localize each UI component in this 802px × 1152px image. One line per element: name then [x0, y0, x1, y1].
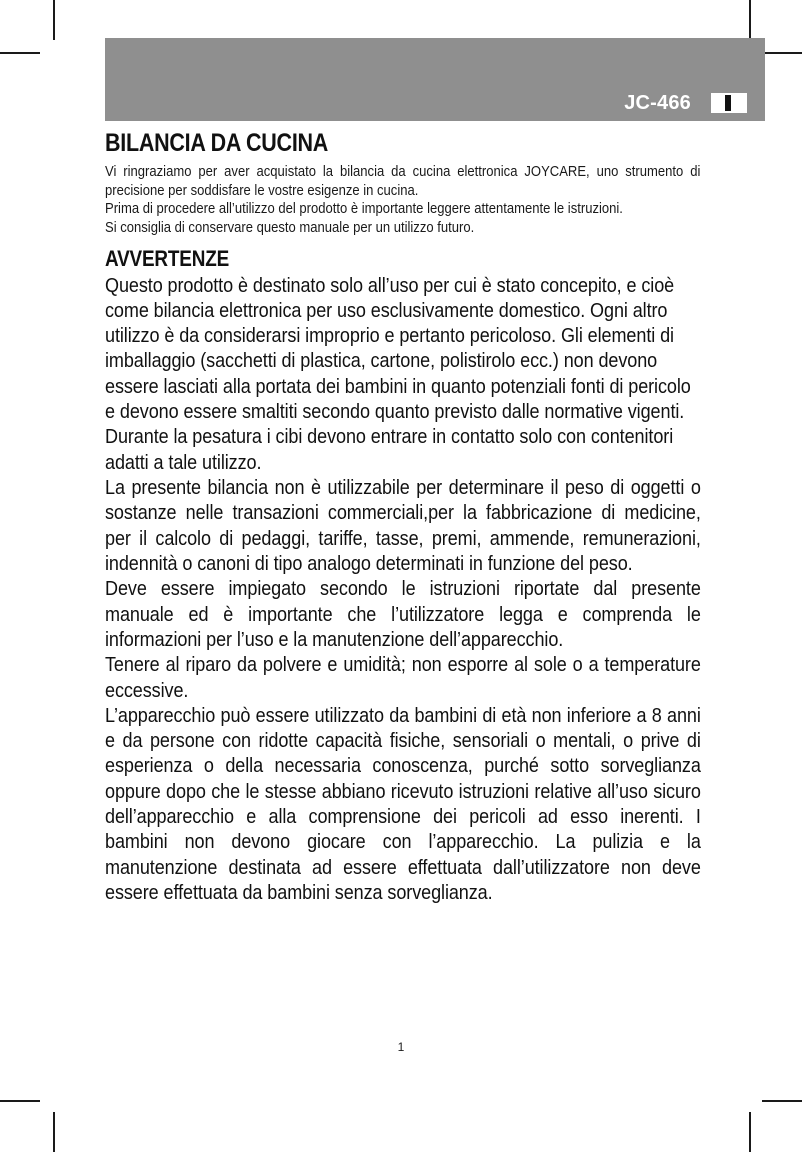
section-title-avvertenze: AVVERTENZE [105, 246, 230, 272]
crop-mark-top-left-vertical [53, 0, 55, 40]
intro-paragraph-3: Si consiglia di conservare questo manuale per un utilizzo futuro. [105, 219, 475, 236]
warning-paragraph-4: Tenere al riparo da polvere e umidità; non esporre al sole o a temperature eccessive. [105, 653, 701, 702]
page-number: 1 [397, 1040, 405, 1054]
page-content [105, 130, 701, 905]
crop-mark-top-left-horizontal [0, 52, 40, 54]
crop-mark-bottom-left-horizontal [0, 1100, 40, 1102]
page-title: BILANCIA DA CUCINA [105, 129, 329, 157]
italian-flag-icon [711, 93, 747, 113]
warning-paragraph-1: Questo prodotto è destinato solo all’uso per cui è stato concepito, e cioè come bilancia elettronica per uso esclusivamente domestico. Ogni altro utilizzo è da considerarsi improprio e pertanto pericoloso. Gli elementi di imballaggio (sacchetti di plastica, cartone, polistirolo ecc.) non devono essere lasciati alla portata dei bambini in quanto potenziali fonti di pericolo e devono essere smaltiti secondo quanto previsto dalle normative vigenti. Durante la pesatura i cibi devono entrare in contatto solo con contenitori adatti a tale utilizzo. [105, 273, 691, 474]
model-code: JC-466 [624, 92, 691, 114]
crop-mark-bottom-right-vertical [749, 1112, 751, 1152]
intro-block [105, 163, 701, 237]
warnings-block [105, 273, 701, 906]
flag-stripe [725, 95, 731, 111]
intro-paragraph-1: Vi ringraziamo per aver acquistato la bilancia da cucina elettronica JOYCARE, uno strumento di precisione per soddisfare le vostre esigenze in cucina. [105, 164, 701, 199]
warning-paragraph-2: La presente bilancia non è utilizzabile per determinare il peso di oggetti o sostanze nelle transazioni commerciali,per la fabbricazione di medicine, per il calcolo di pedaggi, tariffe, tasse, premi, ammende, remunerazioni, indennità o canoni di tipo analogo determinati in funzione del peso. [105, 476, 701, 575]
header-banner [105, 38, 765, 121]
crop-mark-bottom-left-vertical [53, 1112, 55, 1152]
crop-mark-top-right-vertical [749, 0, 751, 40]
crop-mark-bottom-right-horizontal [762, 1100, 802, 1102]
crop-mark-top-right-horizontal [762, 52, 802, 54]
intro-paragraph-2: Prima di procedere all’utilizzo del prodotto è importante leggere attentamente le istruzioni. [105, 201, 623, 218]
warning-paragraph-3: Deve essere impiegato secondo le istruzioni riportate dal presente manuale ed è importante che l’utilizzatore legga e comprenda le informazioni per l’uso e la manutenzione dell’apparecchio. [105, 577, 701, 651]
warning-paragraph-5: L’apparecchio può essere utilizzato da bambini di età non inferiore a 8 anni e da persone con ridotte capacità fisiche, sensoriali o mentali, o prive di esperienza o della necessaria conoscenza, purché sotto sorveglianza oppure dopo che le stesse abbiano ricevuto istruzioni relative all’uso sicuro dell’apparecchio e alla comprensione dei pericoli ad esso inerenti. I bambini non devono giocare con l’apparecchio. La pulizia e la manutenzione destinata ad essere effettuata dall’utilizzatore non deve essere effettuata da bambini senza sorveglianza. [105, 703, 701, 905]
